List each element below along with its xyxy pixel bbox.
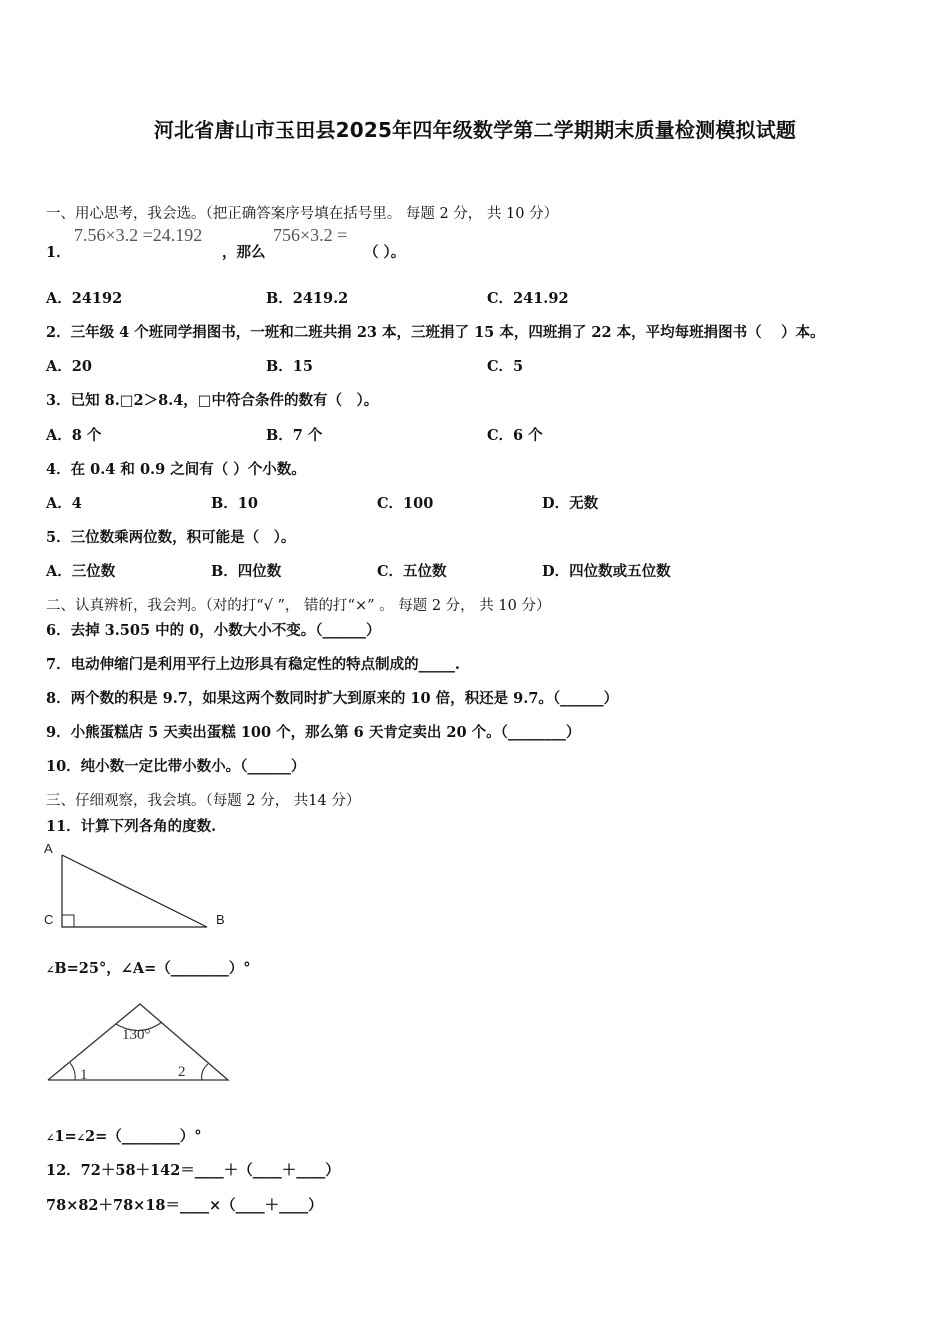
- q1-option-c[interactable]: C．241.92: [487, 290, 569, 307]
- q4-text: 4．在 0.4 和 0.9 之间有（ ）个小数。: [46, 461, 306, 478]
- q3-text: 3．已知 8.□2＞8.4，□中符合条件的数有（ ）。: [46, 392, 379, 409]
- q8-text: 8．两个数的积是 9.7，如果这两个数同时扩大到原来的 10 倍，积还是 9.7。（______）: [46, 690, 619, 707]
- section-2-heading: 二、认真辨析，我会判。（对的打“√ ”， 错的打“×” 。 每题 2 分， 共 10 分）: [46, 598, 551, 614]
- q5-option-d[interactable]: D．四位数或五位数: [542, 563, 671, 580]
- vertex-c-label: C: [44, 912, 54, 927]
- q11-line2-b: 2=（________）°: [85, 1128, 202, 1145]
- q4-option-d[interactable]: D．无数: [542, 495, 599, 512]
- q1-option-a[interactable]: A．24192: [46, 290, 123, 307]
- q4-option-b[interactable]: B．10: [211, 495, 258, 512]
- q11-text: 11．计算下列各角的度数.: [46, 818, 217, 835]
- angle-symbol: ∠: [76, 1133, 86, 1144]
- q3-option-a[interactable]: A．8 个: [46, 427, 102, 444]
- q3-option-c[interactable]: C．6 个: [487, 427, 543, 444]
- angle-2-label: 2: [178, 1064, 186, 1080]
- angle-130-label: 130°: [122, 1027, 151, 1043]
- section-1-heading: 一、用心思考，我会选。（把正确答案序号填在括号里。 每题 2 分， 共 10 分）: [46, 206, 559, 222]
- q2-option-c[interactable]: C．5: [487, 358, 524, 375]
- q12-line1: 12．72＋58＋142＝____＋（____＋____）: [46, 1162, 340, 1179]
- q6-text: 6．去掉 3.505 中的 0，小数大小不变。（______）: [46, 622, 381, 639]
- angle-symbol: ∠: [46, 965, 55, 976]
- q10-text: 10．纯小数一定比带小数小。（______）: [46, 758, 306, 775]
- vertex-b-label: B: [216, 912, 225, 927]
- q1-formula-given: 7.56×3.2 =24.192: [74, 225, 203, 245]
- q12-line2: 78×82＋78×18＝____×（____＋____）: [46, 1197, 323, 1214]
- q1-formula-question: 756×3.2 =: [273, 225, 348, 245]
- q2-text: 2．三年级 4 个班同学捐图书，一班和二班共捐 23 本，三班捐了 15 本，四班捐了 22 本，平均每班捐图书（ ）本。: [46, 324, 825, 341]
- q2-option-b[interactable]: B．15: [266, 358, 313, 375]
- q5-option-a[interactable]: A．三位数: [46, 563, 116, 580]
- q11-line1: B=25°，∠A=（________）°: [54, 960, 251, 977]
- page-title: 河北省唐山市玉田县2025年四年级数学第二学期期末质量检测模拟试题: [153, 118, 797, 142]
- q2-option-a[interactable]: A．20: [46, 358, 92, 375]
- q5-text: 5．三位数乘两位数，积可能是（ ）。: [46, 529, 296, 546]
- q9-text: 9．小熊蛋糕店 5 天卖出蛋糕 100 个，那么第 6 天肯定卖出 20 个。（________）: [46, 724, 581, 741]
- q5-option-b[interactable]: B．四位数: [211, 563, 282, 580]
- q3-option-b[interactable]: B．7 个: [266, 427, 323, 444]
- q1-option-b[interactable]: B．2419.2: [266, 290, 349, 307]
- q11-line2-a: 1=: [54, 1128, 77, 1145]
- q1-connector: ，那么: [222, 244, 266, 261]
- q4-option-c[interactable]: C．100: [377, 495, 434, 512]
- section-3-heading: 三、仔细观察，我会填。（每题 2 分， 共14 分）: [46, 793, 361, 809]
- q5-option-c[interactable]: C．五位数: [377, 563, 447, 580]
- angle-symbol: ∠: [46, 1133, 55, 1144]
- q4-option-a[interactable]: A．4: [46, 495, 82, 512]
- right-triangle-figure: [40, 840, 240, 930]
- vertex-a-label: A: [44, 841, 53, 856]
- q1-blank: （ ）。: [364, 244, 406, 261]
- q7-text: 7．电动伸缩门是利用平行上边形具有稳定性的特点制成的_____.: [46, 656, 460, 673]
- q1-number: 1．: [46, 244, 71, 261]
- angle-1-label: 1: [80, 1067, 88, 1083]
